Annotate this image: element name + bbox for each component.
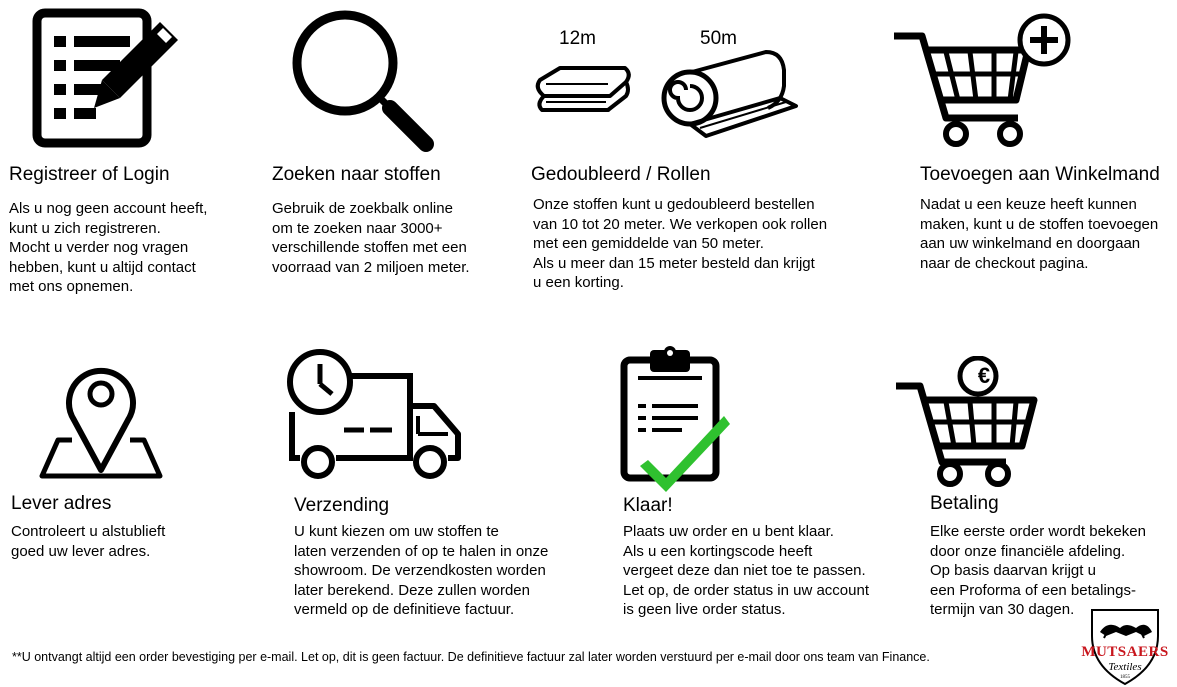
mutsaers-logo <box>1074 606 1176 686</box>
footnote: **U ontvangt altijd een order bevestiging per e-mail. Let op, dit is geen factuur. De definitieve factuur zal later worden verstuurd per e-mail door ons team van Finance. <box>12 650 930 664</box>
step-desc-cart: Nadat u een keuze heeft kunnen maken, kunt u de stoffen toevoegen aan uw winkelmand en doorgaan naar de checkout pagina. <box>920 196 1159 272</box>
location-pin-map-icon <box>38 358 164 480</box>
fold-length-label: 12m <box>559 28 596 49</box>
step-desc-shipping: U kunt kiezen om uw stoffen te laten verzenden of op te halen in onze showroom. De verzendkosten worden later berekend. Deze zullen worden vermeld op de definitieve factuur. <box>294 523 549 618</box>
step-desc-payment: Elke eerste order wordt bekeken door onze financiële afdeling. Op basis daarvan krijgt u een Proforma of een betalings- termijn van 30 dagen. <box>930 523 1146 618</box>
step-desc-done: Plaats uw order en u bent klaar. Als u een kortingscode heeft vergeet deze dan niet toe te passen. Let op, de order status in uw account is geen live order status. <box>623 523 869 618</box>
step-title-search: Zoeken naar stoffen <box>272 164 441 185</box>
step-title-fold-roll: Gedoubleerd / Rollen <box>531 164 711 185</box>
magnifier-icon <box>290 8 440 158</box>
euro-symbol: € <box>977 363 991 388</box>
step-desc-register: Als u nog geen account heeft, kunt u zich registreren. Mocht u verder nog vragen hebben, kunt u altijd contact met ons opnemen. <box>9 200 208 295</box>
cart-add-icon <box>892 12 1074 150</box>
cart-euro-icon <box>894 356 1038 490</box>
step-title-shipping: Verzending <box>294 495 390 516</box>
logo-name: MUTSAERS <box>1081 644 1169 660</box>
step-title-address: Lever adres <box>11 493 112 514</box>
step-desc-address: Controleert u alstublieft goed uw lever adres. <box>11 523 166 560</box>
fabric-fold-and-roll-icon <box>530 50 802 142</box>
logo-year: 1855 <box>1120 675 1130 680</box>
delivery-truck-clock-icon <box>284 346 462 480</box>
clipboard-checkmark-icon <box>620 344 732 494</box>
step-desc-fold-roll: Onze stoffen kunt u gedoubleerd bestellen van 10 tot 20 meter. We verkopen ook rollen met een gemiddelde van 50 meter. Als u meer dan 15 meter besteld dan krijgt u een korting. <box>533 196 828 291</box>
step-title-done: Klaar! <box>623 495 673 516</box>
register-form-pencil-icon <box>32 8 184 150</box>
roll-length-label: 50m <box>700 28 737 49</box>
logo-script: Textiles <box>1108 661 1142 673</box>
step-desc-search: Gebruik de zoekbalk online om te zoeken naar 3000+ verschillende stoffen met een voorraad van 2 miljoen meter. <box>272 200 470 276</box>
step-title-cart: Toevoegen aan Winkelmand <box>920 164 1160 185</box>
step-title-register: Registreer of Login <box>9 164 170 185</box>
step-title-payment: Betaling <box>930 493 999 514</box>
